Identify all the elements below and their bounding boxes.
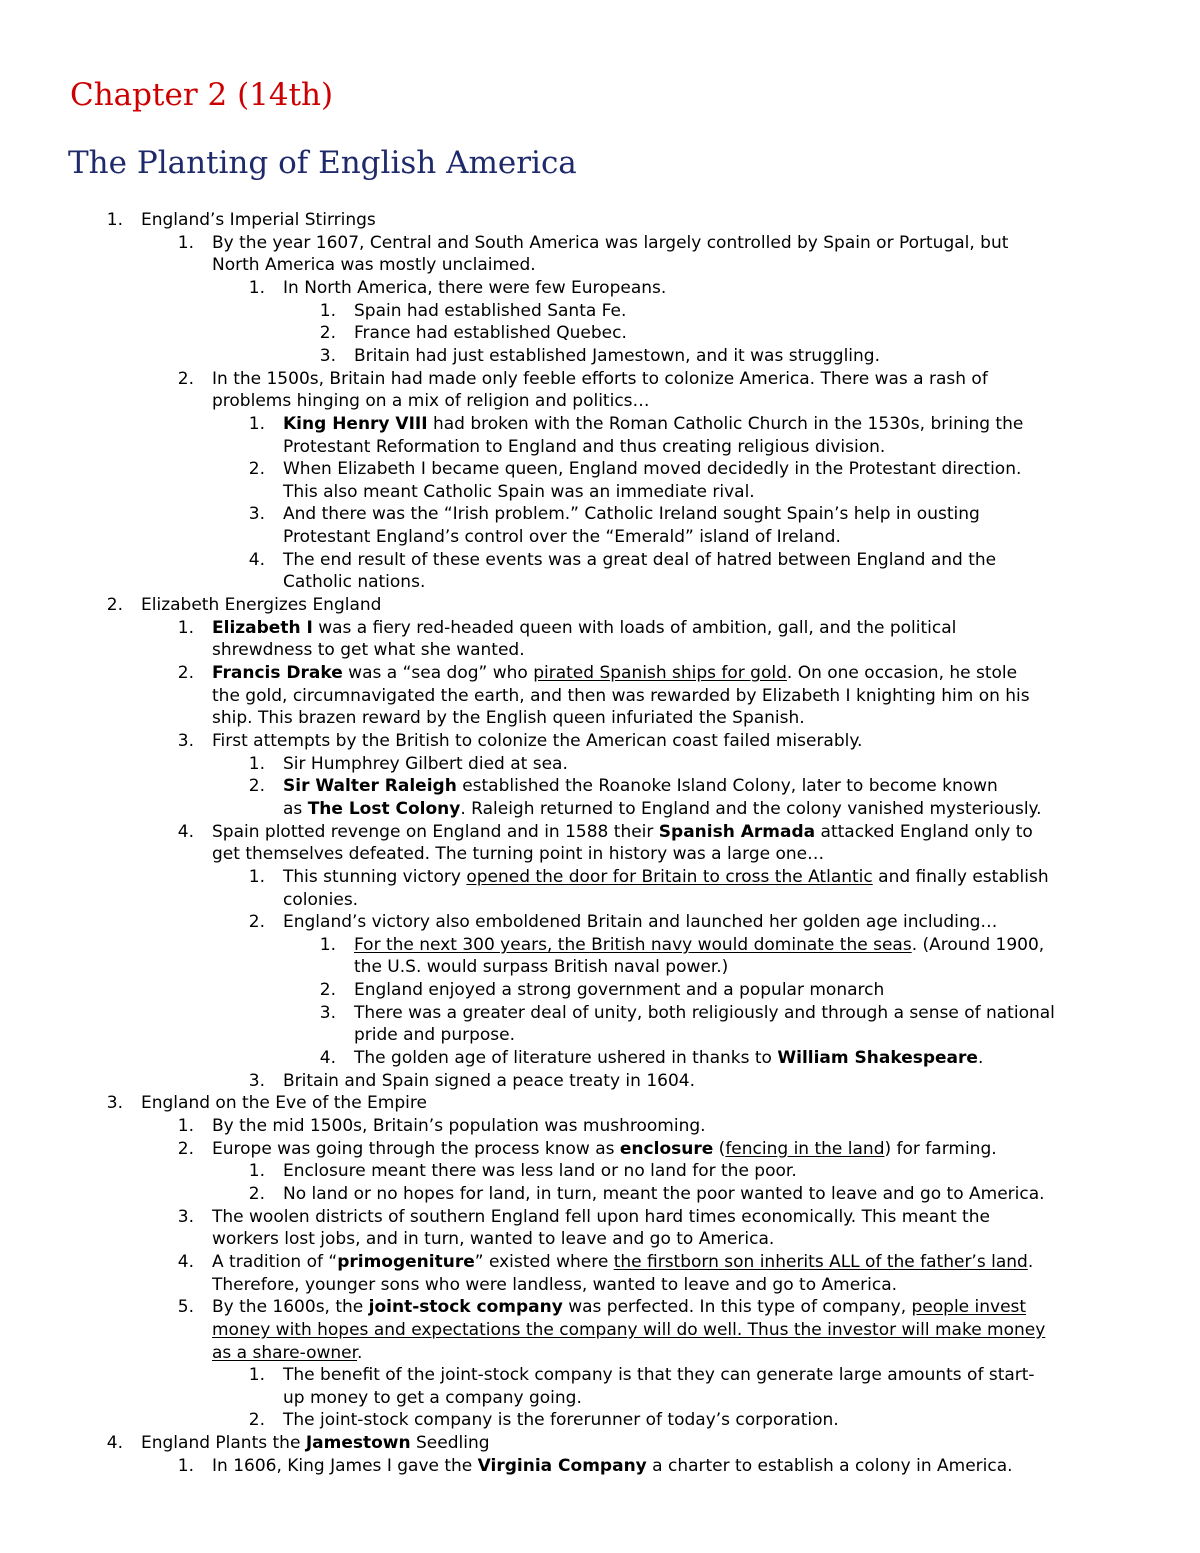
bold-term: primogeniture (337, 1251, 475, 1272)
text-run: In 1606, King James I gave the (212, 1455, 478, 1476)
bold-term: Sir Walter Raleigh (283, 776, 457, 797)
list-number: 4. (248, 549, 265, 570)
list-number: 2. (319, 980, 336, 1001)
list-item-text (141, 594, 381, 616)
bold-term: Virginia Company (477, 1455, 647, 1476)
text-run: established the Roanoke Island Colony, later to become known (456, 776, 998, 797)
outline-line (0, 662, 1200, 685)
outline-line (0, 368, 1200, 391)
outline-line (0, 956, 1200, 979)
outline-line (0, 685, 1200, 708)
text-run: up money to get a company going. (283, 1387, 582, 1408)
list-number: 2. (177, 663, 194, 683)
list-item-text (141, 1432, 490, 1454)
list-item-text (212, 639, 525, 661)
list-number: 3. (248, 504, 265, 525)
text-run: . Raleigh returned to England and the colony vanished mysteriously. (460, 798, 1042, 819)
list-item-text (283, 1160, 797, 1182)
list-number: 1. (177, 617, 194, 638)
text-run: . On one occasion, he stole (786, 663, 1018, 683)
outline-line (0, 1251, 1200, 1274)
list-item-text (354, 1002, 1055, 1024)
text-run: workers lost jobs, and in turn, wanted to leave and go to America. (212, 1229, 775, 1250)
text-run: . (1027, 1251, 1034, 1272)
text-run: Britain had just established Jamestown, and it was struggling. (354, 345, 880, 366)
list-item-text (354, 345, 880, 367)
outline-line (0, 413, 1200, 436)
list-item-text (283, 571, 425, 593)
outline-line (0, 549, 1200, 572)
text-run: The end result of these events was a great deal of hatred between England and the (283, 549, 997, 570)
text-run: as (283, 798, 308, 819)
outline-line (0, 1296, 1200, 1319)
outline-line (0, 866, 1200, 889)
list-number: 2. (248, 912, 265, 933)
list-number: 5. (177, 1297, 194, 1318)
outline-line (0, 1319, 1200, 1342)
outline-line (0, 934, 1200, 957)
list-number: 4. (177, 1251, 194, 1272)
list-item-text (283, 889, 358, 911)
list-item-text (212, 390, 650, 412)
list-number: 3. (319, 1002, 336, 1023)
outline-line (0, 1183, 1200, 1206)
list-item-text (283, 1070, 695, 1092)
text-run: Enclosure meant there was less land or no land for the poor. (283, 1161, 797, 1182)
text-run: Therefore, younger sons who were landless, wanted to leave and go to America. (212, 1274, 898, 1295)
bold-term: King Henry VIII (283, 413, 428, 434)
text-run: Catholic nations. (283, 572, 426, 593)
document-title: The Planting of English America (68, 145, 577, 181)
text-run: Spain plotted revenge on England and in 1588 their (212, 821, 659, 842)
list-item-text (212, 821, 1033, 843)
list-number: 1. (177, 1455, 194, 1476)
list-number: 1. (177, 1116, 194, 1136)
bold-term: Spanish Armada (658, 821, 816, 842)
text-run: Britain and Spain signed a peace treaty in 1604. (283, 1070, 696, 1091)
outline-line (0, 753, 1200, 776)
list-item-text (354, 979, 884, 1001)
outline-line (0, 526, 1200, 549)
list-number: 1. (248, 866, 265, 887)
list-item-text (212, 1206, 990, 1228)
list-item-text (212, 1115, 706, 1137)
list-item-text (354, 1047, 983, 1069)
text-run: pride and purpose. (354, 1025, 516, 1046)
text-run: ” existed where (474, 1251, 614, 1272)
list-item-text (212, 1228, 774, 1250)
text-run: By the 1600s, the (212, 1297, 369, 1318)
list-item-text (283, 1409, 839, 1431)
underlined-phrase: fencing in the land (725, 1138, 885, 1159)
outline-line (0, 1092, 1200, 1115)
text-run: England’s victory also emboldened Britain and launched her golden age including… (283, 912, 998, 933)
outline-line (0, 1002, 1200, 1025)
text-run: The joint-stock company is the forerunner of today’s corporation. (283, 1410, 839, 1431)
text-run: colonies. (283, 889, 359, 910)
text-run: was a fiery red-headed queen with loads of ambition, gall, and the political (312, 617, 957, 638)
underlined-phrase: the firstborn son inherits ALL of the father’s land (613, 1251, 1028, 1272)
outline-line (0, 1342, 1200, 1365)
bold-term: William Shakespeare (777, 1048, 978, 1069)
text-run: Protestant England’s control over the “Emerald” island of Ireland. (283, 527, 841, 548)
outline-line (0, 1024, 1200, 1047)
text-run: was perfected. In this type of company, (562, 1297, 912, 1318)
list-item-text (212, 1342, 362, 1364)
outline-line (0, 1387, 1200, 1410)
list-item-text (354, 934, 1044, 956)
underlined-phrase: opened the door for Britain to cross the Atlantic (466, 866, 873, 887)
text-run: In the 1500s, Britain had made only feeble efforts to colonize America. There was a rash of (212, 368, 988, 389)
list-item-text (283, 458, 1021, 480)
bold-term: Elizabeth I (212, 617, 313, 638)
list-number: 1. (319, 934, 336, 955)
list-number: 2. (319, 323, 336, 344)
text-run: In North America, there were few Europeans. (283, 277, 667, 298)
outline-line (0, 730, 1200, 753)
list-number: 1. (106, 210, 123, 230)
outline-line (0, 209, 1200, 232)
list-item-text (283, 503, 980, 525)
text-run: get themselves defeated. The turning point in history was a large one… (212, 844, 825, 865)
list-item-text (354, 322, 627, 344)
text-run: France had established Quebec. (354, 323, 627, 344)
text-run: When Elizabeth I became queen, England moved decidedly in the Protestant direction. (283, 459, 1022, 480)
text-run: The woolen districts of southern England fell upon hard times economically. This meant the (212, 1206, 990, 1227)
outline-line (0, 889, 1200, 912)
text-run: . (Around 1900, (911, 934, 1045, 955)
outline-line (0, 571, 1200, 594)
list-number: 1. (319, 300, 336, 321)
underlined-phrase: as a share-owner (212, 1342, 358, 1363)
text-run: And there was the “Irish problem.” Catholic Ireland sought Spain’s help in ousting (283, 504, 980, 525)
list-item-text (212, 1455, 1013, 1477)
list-item-text (283, 413, 1023, 435)
text-run: By the year 1607, Central and South America was largely controlled by Spain or Portugal, but (212, 232, 1009, 253)
outline-line (0, 1409, 1200, 1432)
text-run: shrewdness to get what she wanted. (212, 640, 525, 661)
text-run: the gold, circumnavigated the earth, and then was rewarded by Elizabeth I knighting him on his (212, 685, 1030, 706)
list-number: 3. (106, 1093, 123, 1114)
outline-line (0, 979, 1200, 1002)
outline-line (0, 617, 1200, 640)
list-item-text (212, 662, 1017, 684)
outline-line (0, 911, 1200, 934)
list-item-text (212, 1138, 997, 1160)
outline-line (0, 594, 1200, 617)
list-number: 1. (248, 753, 265, 774)
list-number: 4. (177, 821, 194, 842)
text-run: Europe was going through the process know as (212, 1138, 620, 1159)
list-item-text (283, 798, 1042, 820)
list-number: 1. (177, 232, 194, 253)
outline-line (0, 1070, 1200, 1093)
outline-line (0, 1432, 1200, 1455)
list-number: 3. (177, 1206, 194, 1227)
text-run: England on the Eve of the Empire (141, 1093, 427, 1114)
list-number: 1. (248, 1365, 265, 1386)
text-run: a charter to establish a colony in America. (646, 1455, 1013, 1476)
outline-line (0, 1160, 1200, 1183)
outline-line (0, 1115, 1200, 1138)
outline-line (0, 277, 1200, 300)
list-number: 3. (248, 1070, 265, 1091)
text-run: The golden age of literature ushered in thanks to (354, 1048, 778, 1069)
text-run: Seedling (410, 1433, 490, 1454)
outline-line (0, 390, 1200, 413)
outline-line (0, 436, 1200, 459)
outline-line (0, 322, 1200, 345)
text-run: . (977, 1048, 984, 1069)
list-item-text (212, 232, 1008, 254)
list-item-text (212, 707, 805, 729)
bold-term: joint-stock company (368, 1297, 563, 1318)
text-run: This stunning victory (283, 866, 467, 887)
list-number: 2. (177, 368, 194, 389)
text-run: There was a greater deal of unity, both religiously and through a sense of national (354, 1002, 1055, 1023)
list-number: 2. (248, 776, 265, 797)
list-item-text (283, 775, 998, 797)
outline-line (0, 232, 1200, 255)
outline-line (0, 345, 1200, 368)
text-run: By the mid 1500s, Britain’s population was mushrooming. (212, 1116, 706, 1136)
list-number: 4. (319, 1048, 336, 1069)
text-run: ship. This brazen reward by the English queen infuriated the Spanish. (212, 708, 805, 729)
text-run: Elizabeth Energizes England (141, 595, 382, 616)
list-item-text (212, 1251, 1033, 1273)
outline-line (0, 639, 1200, 662)
list-number: 1. (248, 413, 265, 434)
underlined-phrase: For the next 300 years, the British navy would dominate the seas (354, 934, 912, 955)
bold-term: enclosure (619, 1138, 714, 1159)
list-number: 4. (106, 1433, 123, 1454)
bold-term: Francis Drake (212, 663, 343, 683)
text-run: This also meant Catholic Spain was an immediate rival. (283, 481, 755, 502)
outline-line (0, 1138, 1200, 1161)
text-run: North America was mostly unclaimed. (212, 255, 536, 276)
list-item-text (354, 300, 626, 322)
underlined-phrase: pirated Spanish ships for gold (533, 663, 787, 683)
text-run: No land or no hopes for land, in turn, meant the poor wanted to leave and go to America. (283, 1183, 1045, 1204)
text-run: and finally establish (872, 866, 1049, 887)
list-number: 2. (177, 1138, 194, 1159)
list-item-text (283, 526, 841, 548)
outline-line (0, 458, 1200, 481)
list-item-text (212, 1274, 897, 1296)
list-number: 1. (248, 277, 265, 298)
list-item-text (283, 1364, 1035, 1386)
outline-line (0, 843, 1200, 866)
text-run: was a “sea dog” who (342, 663, 534, 683)
list-item-text (283, 1183, 1045, 1205)
list-item-text (212, 617, 956, 639)
list-item-text (283, 866, 1049, 888)
text-run: Protestant Reformation to England and thus creating religious division. (283, 436, 886, 457)
outline-line (0, 798, 1200, 821)
bold-term: The Lost Colony (307, 798, 461, 819)
list-item-text (141, 209, 376, 231)
outline-line (0, 1206, 1200, 1229)
list-item-text (354, 956, 728, 978)
outline-line (0, 821, 1200, 844)
list-item-text (212, 843, 824, 865)
list-item-text (283, 549, 996, 571)
text-run: Spain had established Santa Fe. (354, 300, 627, 321)
list-item-text (354, 1024, 515, 1046)
outline-line (0, 254, 1200, 277)
outline-line (0, 481, 1200, 504)
list-number: 3. (177, 730, 194, 751)
list-item-text (212, 254, 536, 276)
outline-line (0, 1228, 1200, 1251)
outline-line (0, 503, 1200, 526)
list-number: 3. (319, 345, 336, 366)
text-run: First attempts by the British to colonize the American coast failed miserably. (212, 730, 863, 751)
chapter-heading: Chapter 2 (14th) (70, 77, 334, 113)
text-run: England Plants the (141, 1433, 306, 1454)
text-run: The benefit of the joint-stock company is that they can generate large amounts of start- (283, 1365, 1035, 1386)
list-number: 1. (248, 1161, 265, 1182)
list-item-text (212, 685, 1030, 707)
list-number: 2. (248, 1410, 265, 1431)
text-run: attacked England only to (815, 821, 1033, 842)
outline-line (0, 707, 1200, 730)
text-run: ( (713, 1138, 726, 1159)
list-item-text (283, 436, 885, 458)
outline-line (0, 1455, 1200, 1478)
text-run: problems hinging on a mix of religion and politics… (212, 391, 650, 412)
list-number: 2. (248, 459, 265, 480)
list-number: 2. (248, 1183, 265, 1204)
underlined-phrase: people invest (911, 1297, 1027, 1318)
list-item-text (212, 1296, 1026, 1318)
outline-line (0, 775, 1200, 798)
outline-line (0, 1047, 1200, 1070)
outline-line (0, 300, 1200, 323)
outline-line (0, 1274, 1200, 1297)
list-item-text (283, 753, 568, 775)
bold-term: Jamestown (305, 1433, 411, 1454)
text-run: A tradition of “ (212, 1251, 338, 1272)
text-run: Sir Humphrey Gilbert died at sea. (283, 753, 568, 774)
text-run: the U.S. would surpass British naval power.) (354, 957, 729, 978)
underlined-phrase: money with hopes and expectations the company will do well. Thus the investor will make money (212, 1319, 1046, 1340)
text-run: England’s Imperial Stirrings (141, 210, 376, 230)
list-item-text (283, 1387, 582, 1409)
text-run: ) for farming. (884, 1138, 997, 1159)
text-run: had broken with the Roman Catholic Church in the 1530s, brining the (427, 413, 1024, 434)
outline-line (0, 1364, 1200, 1387)
list-item-text (283, 481, 755, 503)
list-item-text (283, 911, 997, 933)
text-run: . (357, 1342, 363, 1363)
text-run: England enjoyed a strong government and a popular monarch (354, 980, 885, 1001)
list-item-text (212, 1319, 1045, 1341)
list-item-text (212, 730, 862, 752)
list-number: 2. (106, 595, 123, 616)
list-item-text (141, 1092, 427, 1114)
list-item-text (283, 277, 666, 299)
list-item-text (212, 368, 988, 390)
